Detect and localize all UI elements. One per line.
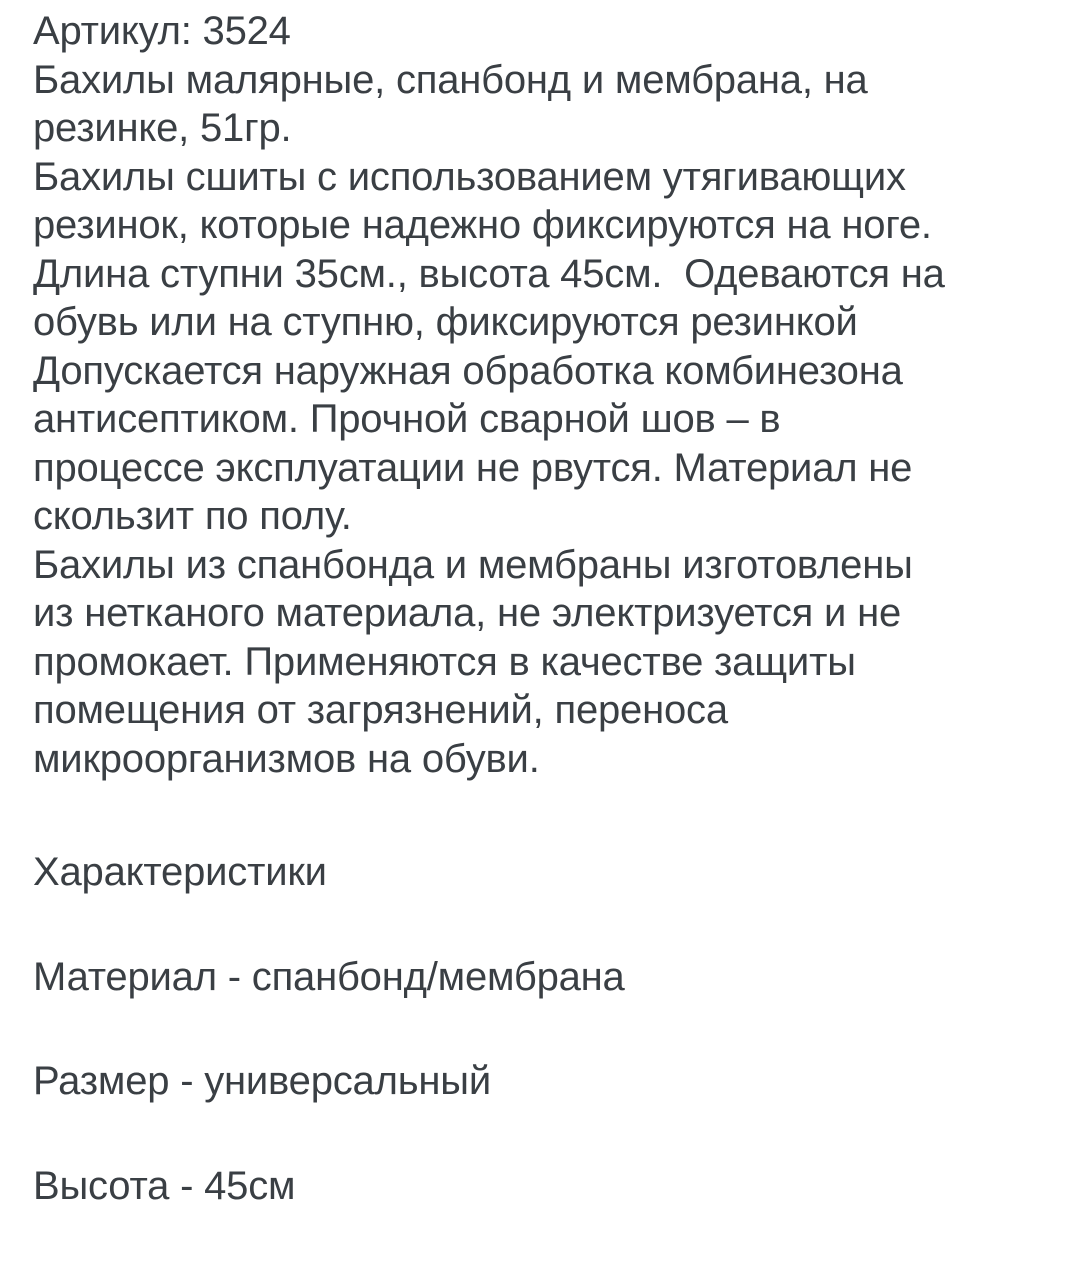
description-line: Артикул: 3524 [33, 9, 291, 53]
description-line: Бахилы сшиты с использованием утягивающих [33, 154, 906, 199]
description-line: Длина ступни 35см., высота 45см. Одеваются на [33, 251, 945, 296]
description-paragraph-title [33, 56, 1036, 153]
description-line: Допускается наружная обработка комбинезона [33, 348, 903, 393]
description-line: резинок, которые надежно фиксируются на ноге. [33, 203, 932, 247]
description-line: процессе эксплуатации не рвутся. Материал не [33, 445, 913, 490]
description-paragraph-sewing [33, 153, 1036, 250]
description-paragraph-treatment [33, 347, 1036, 541]
description-paragraph-article [33, 7, 1036, 56]
description-line: обувь или на ступню, фиксируются резинкой [33, 300, 858, 344]
description-paragraph-material [33, 541, 1036, 784]
description-line: резинке, 51гр. [33, 106, 292, 150]
description-line: промокает. Применяются в качестве защиты [33, 639, 856, 684]
description-line: микроорганизмов на обуви. [33, 736, 540, 781]
description-line: помещения от загрязнений, переноса [33, 688, 728, 732]
characteristic-item-height: Высота - 45см [33, 1163, 296, 1208]
description-line: антисептиком. Прочной сварной шов – в [33, 397, 781, 441]
description-line: из нетканого материала, не электризуется и не [33, 591, 902, 635]
description-line: Бахилы малярные, спанбонд и мембрана, на [33, 57, 868, 102]
description-line: Бахилы из спанбонда и мембраны изготовлены [33, 542, 913, 587]
description-paragraph-dimensions [33, 250, 1036, 347]
characteristic-item-size: Размер - универсальный [33, 1059, 491, 1103]
characteristic-item-material: Материал - спанбонд/мембрана [33, 954, 625, 999]
description-line: скользит по полу. [33, 494, 352, 538]
characteristics-heading: Характеристики [33, 850, 327, 894]
